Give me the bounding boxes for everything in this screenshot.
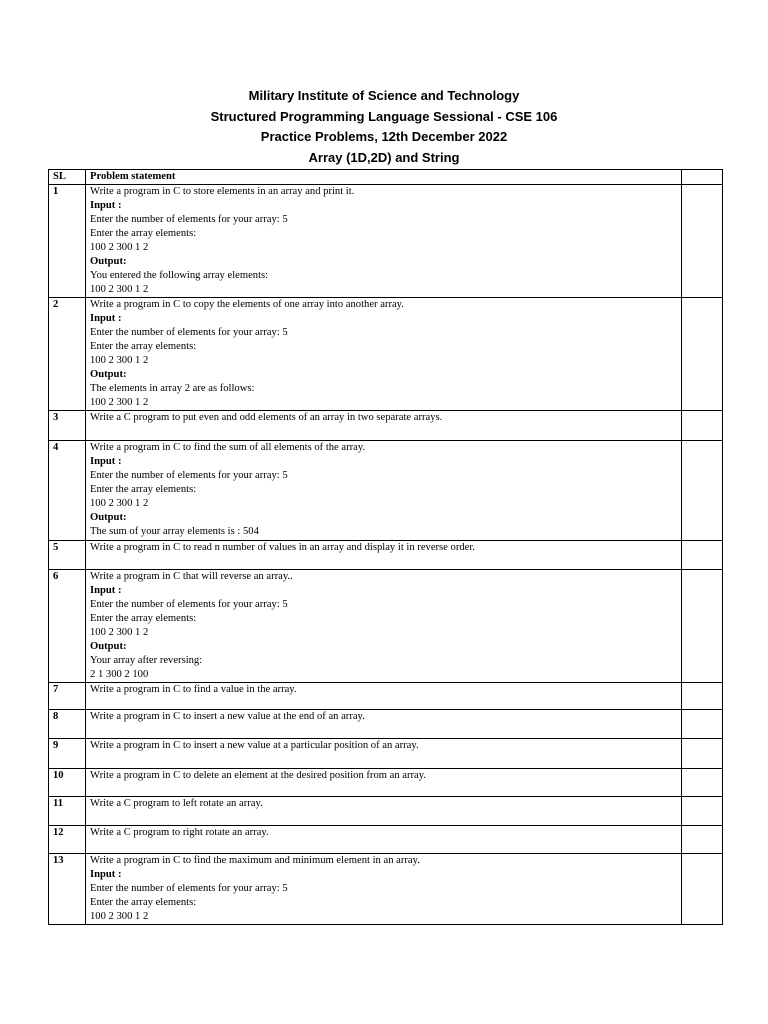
blank-cell [682,854,723,925]
statement-line: You entered the following array elements: [90,270,269,281]
row-serial-number: 6 [49,570,86,683]
row-serial-number: 1 [49,185,86,298]
document-header [0,86,768,168]
statement-line: Enter the array elements: [90,341,197,352]
section-label: Output: [90,512,127,523]
row-serial-number: 10 [49,769,86,797]
blank-cell [682,683,723,710]
table-row [49,710,723,739]
statement-line: The sum of your array elements is : 504 [90,526,259,537]
practice-date-title: Practice Problems, 12th December 2022 [260,129,508,144]
statement-line: Write a C program to put even and odd elements of an array in two separate arrays. [90,412,443,423]
statement-line: 100 2 300 1 2 [90,355,149,366]
statement-line: Write a program in C to find the maximum and minimum element in an array. [90,855,420,866]
section-label: Input : [90,313,122,324]
problem-statement-cell [86,739,682,769]
blank-cell [682,185,723,298]
statement-line: Write a program in C to copy the elements of one array into another array. [90,299,404,310]
blank-cell [682,411,723,441]
row-serial-number: 11 [49,797,86,826]
statement-line: Enter the array elements: [90,484,197,495]
blank-cell [682,826,723,854]
blank-cell [682,710,723,739]
table-row [49,541,723,570]
row-serial-number: 4 [49,441,86,541]
problem-statement-cell [86,570,682,683]
statement-line: Enter the array elements: [90,897,197,908]
problem-statement-cell [86,826,682,854]
institution-title: Military Institute of Science and Technology [248,88,520,103]
statement-line: 100 2 300 1 2 [90,911,149,922]
row-serial-number: 2 [49,298,86,411]
statement-line: Write a program in C to read n number of values in an array and display it in reverse order. [90,542,475,553]
statement-line: Enter the number of elements for your array: 5 [90,599,288,610]
table-row [49,826,723,854]
statement-line: Enter the number of elements for your array: 5 [90,214,288,225]
statement-line: Write a C program to left rotate an array. [90,798,263,809]
statement-line: Enter the number of elements for your array: 5 [90,470,288,481]
row-serial-number: 12 [49,826,86,854]
problems-table [48,169,723,925]
blank-cell [682,797,723,826]
section-label: Output: [90,641,127,652]
table-header-row [49,170,723,185]
table-row [49,683,723,710]
header-extra [682,170,723,185]
table-row [49,570,723,683]
section-label: Input : [90,585,122,596]
statement-line: Enter the number of elements for your array: 5 [90,883,288,894]
statement-line: 100 2 300 1 2 [90,627,149,638]
table-row [49,185,723,298]
problem-statement-cell [86,710,682,739]
section-label: Input : [90,456,122,467]
blank-cell [682,441,723,541]
statement-line: Enter the number of elements for your array: 5 [90,327,288,338]
statement-line: 100 2 300 1 2 [90,242,149,253]
course-title: Structured Programming Language Sessional - CSE 106 [210,108,558,124]
statement-line: Write a program in C that will reverse an array.. [90,571,293,582]
table-row [49,797,723,826]
row-serial-number: 8 [49,710,86,739]
section-label: Input : [90,200,122,211]
blank-cell [682,541,723,570]
statement-line: Write a program in C to store elements in an array and print it. [90,186,355,197]
section-label: Input : [90,869,122,880]
statement-line: Write a program in C to insert a new value at the end of an array. [90,711,365,722]
section-label: Output: [90,256,127,267]
statement-line: 100 2 300 1 2 [90,284,149,295]
statement-line: The elements in array 2 are as follows: [90,383,255,394]
section-label: Output: [90,369,127,380]
statement-line: 2 1 300 2 100 [90,669,149,680]
row-serial-number: 5 [49,541,86,570]
problem-statement-cell [86,797,682,826]
problem-statement-cell [86,683,682,710]
statement-line: Enter the array elements: [90,228,197,239]
table-row [49,411,723,441]
problem-statement-cell [86,854,682,925]
row-serial-number: 3 [49,411,86,441]
problem-statement-cell [86,541,682,570]
statement-line: Write a program in C to find the sum of all elements of the array. [90,442,366,453]
statement-line: Enter the array elements: [90,613,197,624]
problem-statement-cell [86,441,682,541]
row-serial-number: 13 [49,854,86,925]
header-sl: SL [49,170,86,185]
row-serial-number: 7 [49,683,86,710]
header-problem-statement: Problem statement [86,170,682,185]
table-row [49,441,723,541]
table-row [49,298,723,411]
statement-line: Write a C program to right rotate an array. [90,827,269,838]
blank-cell [682,570,723,683]
table-row [49,769,723,797]
blank-cell [682,769,723,797]
statement-line: Write a program in C to insert a new value at a particular position of an array. [90,740,419,751]
problem-statement-cell [86,411,682,441]
statement-line: 100 2 300 1 2 [90,397,149,408]
statement-line: Your array after reversing: [90,655,203,666]
table-row [49,739,723,769]
table-row [49,854,723,925]
problem-statement-cell [86,769,682,797]
statement-line: Write a program in C to delete an element at the desired position from an array. [90,770,426,781]
blank-cell [682,739,723,769]
row-serial-number: 9 [49,739,86,769]
problem-statement-cell [86,185,682,298]
blank-cell [682,298,723,411]
statement-line: Write a program in C to find a value in the array. [90,684,297,695]
topic-title: Array (1D,2D) and String [308,149,460,165]
statement-line: 100 2 300 1 2 [90,498,149,509]
problem-statement-cell [86,298,682,411]
